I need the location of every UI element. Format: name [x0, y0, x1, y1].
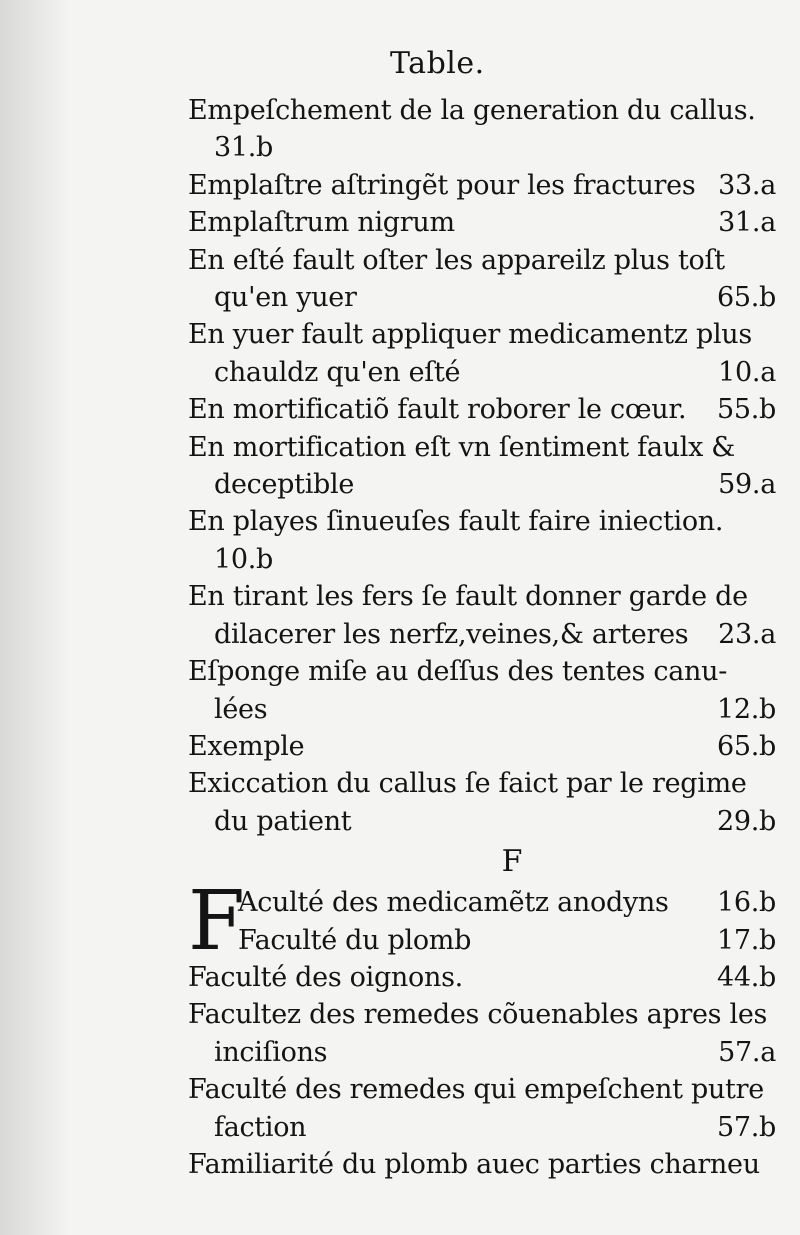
entry-text: Emplaſtre aſtringẽt pour les fractures: [188, 169, 696, 201]
running-header: Table.: [390, 46, 485, 81]
index-entry: [188, 466, 776, 503]
entry-text: Faculté du plomb: [238, 924, 472, 956]
entry-page-ref: 29.b: [716, 805, 776, 837]
entry-text: dilacerer les nerfz,veines,& arteres: [214, 618, 689, 650]
index-entry: [238, 922, 776, 959]
entry-page-ref: 44.b: [716, 961, 776, 993]
entry-text: Emplaſtrum nigrum: [188, 207, 455, 239]
index-entry: [188, 1034, 776, 1071]
page-gutter-shadow: [0, 0, 70, 1235]
entry-text: Exemple: [188, 730, 305, 762]
index-entry: [188, 429, 776, 466]
entry-text: inciſions: [214, 1036, 328, 1068]
entry-page-ref: 17.b: [716, 924, 776, 956]
entry-text: 31.b: [214, 132, 274, 164]
entry-page-ref: 57.a: [718, 1036, 776, 1068]
index-entry: [188, 1071, 776, 1108]
index-entry: [188, 765, 776, 802]
index-entry: [188, 279, 776, 316]
index-group-f: [188, 959, 776, 1183]
index-entry: [188, 391, 776, 428]
index-entries: [188, 92, 776, 1183]
entry-page-ref: 59.a: [718, 469, 776, 501]
index-entry: [188, 204, 776, 241]
index-entry: [188, 653, 776, 690]
entry-text: En tirant les fers ſe fault donner garde de: [188, 581, 748, 613]
index-group-e: [188, 92, 776, 840]
index-entry: [188, 1109, 776, 1146]
entry-text: Eſponge miſe au deſſus des tentes canu-: [188, 656, 728, 688]
entry-text: Exiccation du callus ſe faict par le regime: [188, 768, 747, 800]
entry-text: En mortification eſt vn ſentiment faulx &: [188, 431, 736, 463]
entry-text: qu'en yuer: [214, 282, 357, 314]
index-entry: [188, 728, 776, 765]
entry-page-ref: 23.a: [718, 618, 776, 650]
index-entry: [188, 616, 776, 653]
entry-page-ref: 16.b: [716, 887, 776, 919]
index-entry: [188, 803, 776, 840]
entry-page-ref: 55.b: [716, 394, 776, 426]
index-entry: [188, 691, 776, 728]
index-entry: [188, 959, 776, 996]
entry-text: En eſté fault oſter les appareilz plus toſt: [188, 244, 725, 276]
entry-text: 10.b: [214, 543, 274, 575]
entry-page-ref: 65.b: [716, 730, 776, 762]
entry-text: Aculté des medicamẽtz anodyns: [238, 887, 669, 919]
entry-text: faction: [214, 1111, 307, 1143]
entry-text: En yuer fault appliquer medicamentz plus: [188, 319, 752, 351]
dropcap-entries: [238, 884, 776, 959]
entry-text: chauldz qu'en eſté: [214, 356, 461, 388]
index-entry: [238, 884, 776, 921]
index-entry: [188, 1146, 776, 1183]
entry-text: Empeſchement de la generation du callus.: [188, 95, 756, 126]
entry-text: Familiarité du plomb auec parties charneu: [188, 1148, 760, 1180]
entry-page-ref: 12.b: [716, 693, 776, 725]
index-entry: [188, 503, 776, 540]
entry-text: En playes ſinueuſes fault faire iniection.: [188, 506, 724, 538]
index-entry: [188, 354, 776, 391]
index-entry: [188, 996, 776, 1033]
index-entry: [188, 167, 776, 204]
entry-text: Faculté des oignons.: [188, 961, 463, 993]
entry-page-ref: 57.b: [716, 1111, 776, 1143]
index-entry: [188, 578, 776, 615]
entry-text: Faculté des remedes qui empeſchent putre: [188, 1074, 764, 1106]
entry-text: Facultez des remedes cõuenables apres les: [188, 999, 768, 1031]
dropcap-letter: F: [188, 874, 245, 970]
index-entry: [188, 129, 776, 166]
index-entry: [188, 92, 776, 129]
index-entry: [188, 242, 776, 279]
entry-text: deceptible: [214, 469, 355, 501]
index-entry: [188, 316, 776, 353]
section-letter-f: F: [501, 844, 523, 880]
index-entry: [188, 541, 776, 578]
entry-page-ref: 31.a: [718, 207, 776, 239]
entry-text: lées: [214, 693, 268, 725]
entry-page-ref: 33.a: [718, 169, 776, 201]
dropcap-block: [188, 874, 776, 970]
entry-page-ref: 10.a: [718, 356, 776, 388]
entry-text: En mortificatiõ fault roborer le cœur.: [188, 394, 687, 426]
entry-page-ref: 65.b: [716, 282, 776, 314]
entry-text: du patient: [214, 805, 352, 837]
